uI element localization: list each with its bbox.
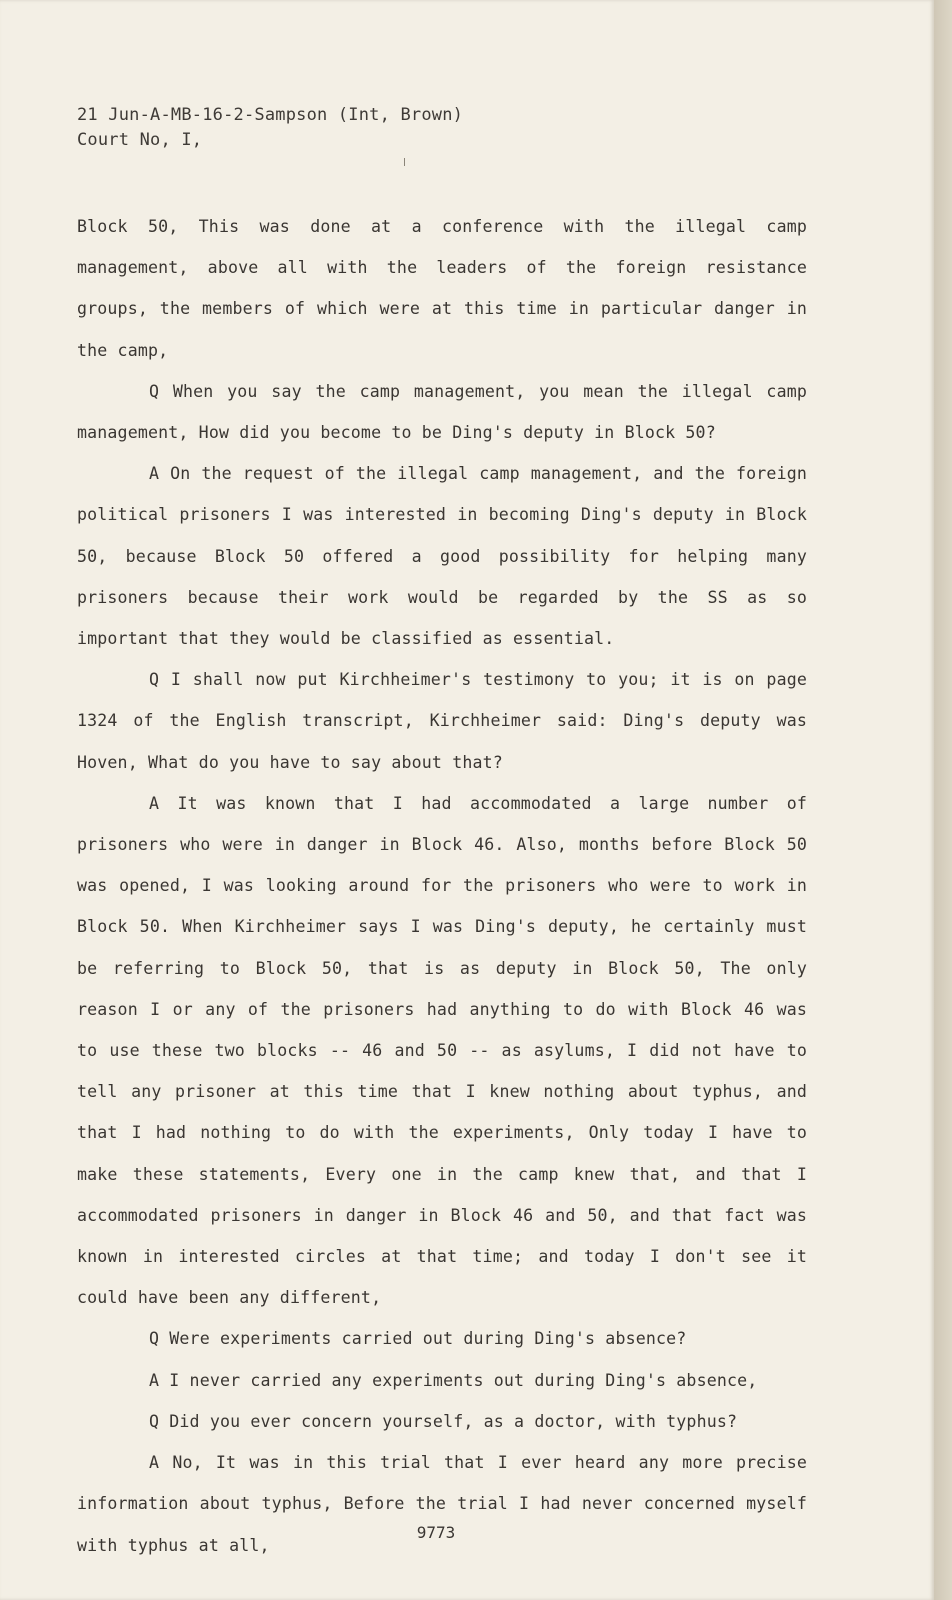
paragraph-answer: A No, It was in this trial that I ever heard any more precise information about typhus, Before the trial I had never concerned myself with typhus at all, [77, 1453, 807, 1555]
paragraph-question: Q I shall now put Kirchheimer's testimony to you; it is on page 1324 of the English transcript, Kirchheimer said: Ding's deputy was Hoven, What do you have to say about that? [77, 670, 807, 772]
paragraph-question: Q When you say the camp management, you mean the illegal camp management, How did you become to be Ding's deputy in Block 50? [77, 381, 807, 443]
page-edge [934, 0, 952, 1600]
transcript-body [77, 206, 807, 1566]
margin-mark [404, 158, 405, 166]
paragraph-question: Q Were experiments carried out during Ding's absence? [149, 1329, 687, 1349]
paragraph-question: Q Did you ever concern yourself, as a doctor, with typhus? [149, 1411, 738, 1431]
paragraph-answer: A On the request of the illegal camp management, and the foreign political prisoners I was interested in becoming Ding's deputy in Block 50, because Block 50 offered a good possibility for helping many prisoners because their work would be regarded by the SS as so important that they would be classified as essential. [77, 464, 807, 649]
page-number: 9773 [416, 1523, 456, 1542]
header-court-line: Court No, I, [77, 130, 203, 150]
paragraph-answer: A It was known that I had accommodated a large number of prisoners who were in danger in Block 46. Also, months before Block 50 was opened, I was looking around for the prisoners who were to work in Block 50. When Kirchheimer says I was Ding's deputy, he certainly must be referring to Block 50, that is as deputy in Block 50, The only reason I or any of the prisoners had anything to do with Block 46 was to use these two blocks -- 46 and 50 -- as asylums, I did not have to tell any prisoner at this time that I knew nothing about typhus, and that I had nothing to do with the experiments, Only today I have to make these statements, Every one in the camp knew that, and that I accommodated prisoners in danger in Block 46 and 50, and that fact was known in interested circles at that time; and today I don't see it could have been any different, [77, 793, 807, 1308]
paragraph-continuation: Block 50, This was done at a conference with the illegal camp management, above all with the leaders of the foreign resistance groups, the members of which were at this time in particular danger in the camp, [77, 217, 807, 360]
paragraph-answer: A I never carried any experiments out during Ding's absence, [149, 1370, 758, 1390]
document-header [77, 103, 463, 153]
header-session-line: 21 Jun-A-MB-16-2-Sampson (Int, Brown) [77, 105, 464, 125]
